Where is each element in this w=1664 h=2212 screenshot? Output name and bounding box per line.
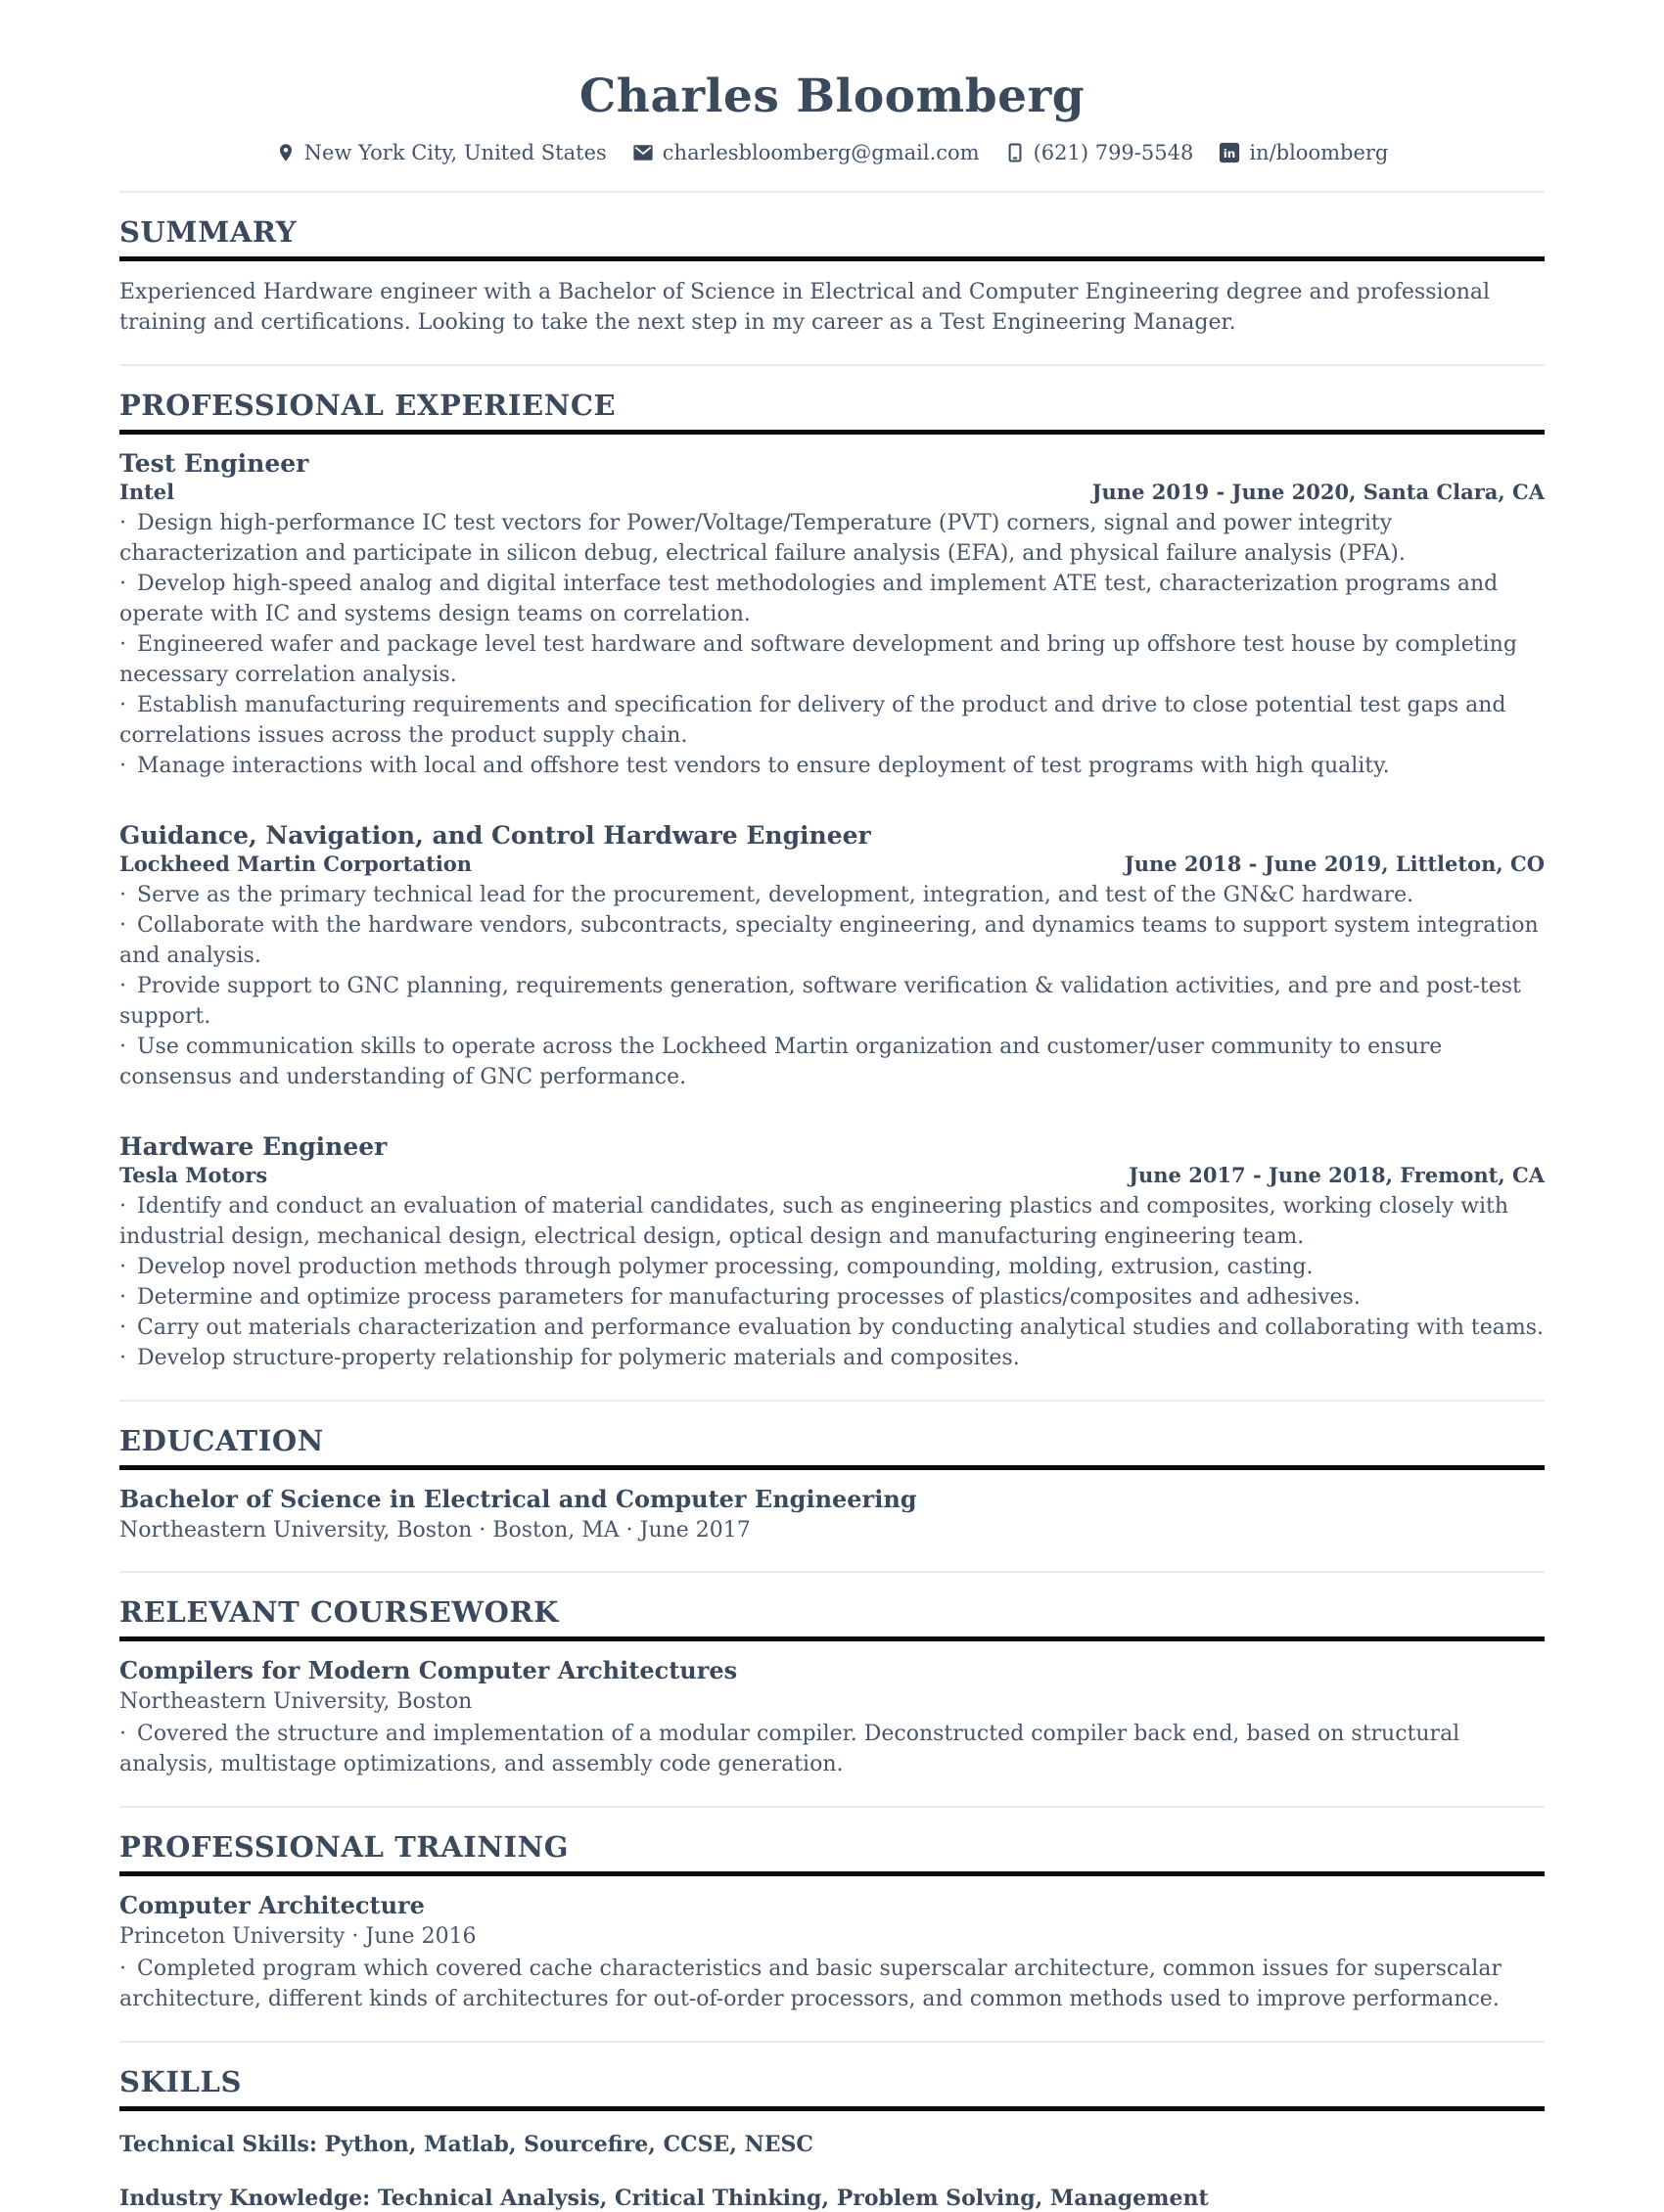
linkedin-icon xyxy=(1219,142,1240,163)
job-bullet: · Establish manufacturing requirements and specification for delivery of the product and drive to close potential test gaps and correlations issues across the product supply chain. xyxy=(119,690,1545,751)
skills-title: SKILLS xyxy=(119,2065,243,2098)
section-summary xyxy=(119,214,1545,338)
job-dates-location: June 2018 - June 2019, Littleton, CO xyxy=(1124,852,1545,876)
section-rule xyxy=(119,1636,1545,1641)
section-rule xyxy=(119,1465,1545,1470)
job-bullet: · Identify and conduct an evaluation of material candidates, such as engineering plastics and composites, working closely with industrial design, mechanical design, electrical design, optical design and manufacturing engineering team. xyxy=(119,1191,1545,1252)
map-pin-icon xyxy=(276,141,296,164)
training-bullets xyxy=(119,1954,1545,2014)
section-experience xyxy=(119,388,1545,1373)
job-bullet: · Determine and optimize process parameters for manufacturing processes of plastics/composites and adhesives. xyxy=(119,1282,1545,1313)
section-divider xyxy=(119,1571,1545,1573)
contact-linkedin-text: in/bloomberg xyxy=(1249,141,1389,164)
contact-location xyxy=(276,141,607,164)
job-dates-location: June 2019 - June 2020, Santa Clara, CA xyxy=(1091,480,1545,504)
coursework-course: Compilers for Modern Computer Architectures xyxy=(119,1656,738,1684)
section-education xyxy=(119,1423,1545,1544)
job-company: Intel xyxy=(119,480,175,504)
contact-location-text: New York City, United States xyxy=(303,141,607,164)
mobile-phone-icon xyxy=(1005,141,1025,164)
job-meta-row xyxy=(119,1162,1545,1188)
contact-phone-text: (621) 799-5548 xyxy=(1033,141,1194,164)
envelope-icon xyxy=(632,142,654,163)
education-title: EDUCATION xyxy=(119,1424,324,1457)
section-rule xyxy=(119,256,1545,261)
job-entry xyxy=(119,820,1545,1092)
job-meta-row xyxy=(119,851,1545,877)
summary-text: Experienced Hardware engineer with a Bachelor of Science in Electrical and Computer Engineering degree and professional training and certifications. Looking to take the next step in my career as a Test Engineering Manager. xyxy=(119,280,1491,335)
contact-row xyxy=(119,141,1545,164)
skills-technical: Technical Skills: Python, Matlab, Sourcefire, CCSE, NESC xyxy=(119,2132,813,2157)
section-training xyxy=(119,1829,1545,2014)
job-dates-location: June 2017 - June 2018, Fremont, CA xyxy=(1129,1163,1545,1187)
job-bullets xyxy=(119,508,1545,781)
job-role: Test Engineer xyxy=(119,449,309,478)
job-bullet: · Manage interactions with local and offshore test vendors to ensure deployment of test programs with high quality. xyxy=(119,751,1545,781)
job-bullet: · Develop novel production methods through polymer processing, compounding, molding, extrusion, casting. xyxy=(119,1252,1545,1282)
coursework-bullets xyxy=(119,1719,1545,1779)
contact-linkedin xyxy=(1219,141,1388,164)
training-school-line: Princeton University · June 2016 xyxy=(119,1924,477,1949)
coursework-title: RELEVANT COURSEWORK xyxy=(119,1595,559,1629)
section-divider xyxy=(119,2041,1545,2043)
job-bullet: · Provide support to GNC planning, requirements generation, software verification & validation activities, and pre and post-test support. xyxy=(119,971,1545,1032)
section-coursework xyxy=(119,1594,1545,1779)
section-rule xyxy=(119,2106,1545,2111)
job-bullets xyxy=(119,880,1545,1092)
bullet-item: · Covered the structure and implementation of a modular compiler. Deconstructed compiler back end, based on structural analysis, multistage optimizations, and assembly code generation. xyxy=(119,1719,1545,1779)
jobs-list xyxy=(119,448,1545,1373)
training-program: Computer Architecture xyxy=(119,1891,425,1919)
coursework-school-line: Northeastern University, Boston xyxy=(119,1689,473,1714)
resume-page xyxy=(119,0,1545,2212)
job-meta-row xyxy=(119,479,1545,505)
job-bullet: · Serve as the primary technical lead for the procurement, development, integration, and test of the GN&C hardware. xyxy=(119,880,1545,910)
job-bullet: · Develop structure-property relationship for polymeric materials and composites. xyxy=(119,1343,1545,1373)
experience-title: PROFESSIONAL EXPERIENCE xyxy=(119,389,617,422)
job-bullets xyxy=(119,1191,1545,1373)
education-school-line: Northeastern University, Boston · Boston, MA · June 2017 xyxy=(119,1518,751,1543)
job-entry xyxy=(119,1131,1545,1373)
job-bullet: · Design high-performance IC test vectors for Power/Voltage/Temperature (PVT) corners, signal and power integrity characterization and participate in silicon debug, electrical failure analysis (EFA), and physical failure analysis (PFA). xyxy=(119,508,1545,569)
person-name: Charles Bloomberg xyxy=(578,69,1086,123)
job-bullet: · Collaborate with the hardware vendors, subcontracts, specialty engineering, and dynamics teams to support system integration and analysis. xyxy=(119,910,1545,971)
job-bullet: · Develop high-speed analog and digital interface test methodologies and implement ATE test, characterization programs and operate with IC and systems design teams on correlation. xyxy=(119,569,1545,629)
job-role: Hardware Engineer xyxy=(119,1132,388,1161)
summary-title: SUMMARY xyxy=(119,215,298,249)
job-entry xyxy=(119,448,1545,781)
section-divider xyxy=(119,1806,1545,1808)
job-bullet: · Engineered wafer and package level test hardware and software development and bring up offshore test house by completing necessary correlation analysis. xyxy=(119,629,1545,690)
contact-email-text: charlesbloomberg@gmail.com xyxy=(662,141,980,164)
contact-email xyxy=(632,141,980,164)
bullet-item: · Completed program which covered cache characteristics and basic superscalar architecture, common issues for superscalar architecture, different kinds of architectures for out-of-order processors, and common methods used to improve performance. xyxy=(119,1954,1545,2014)
svg-text:in: in xyxy=(1224,147,1236,161)
job-role: Guidance, Navigation, and Control Hardware Engineer xyxy=(119,821,871,850)
section-divider xyxy=(119,191,1545,193)
job-company: Lockheed Martin Corportation xyxy=(119,852,473,876)
skills-industry: Industry Knowledge: Technical Analysis, Critical Thinking, Problem Solving, Management xyxy=(119,2186,1209,2211)
section-skills xyxy=(119,2064,1545,2212)
section-rule xyxy=(119,1871,1545,1876)
section-divider xyxy=(119,1400,1545,1402)
job-company: Tesla Motors xyxy=(119,1163,268,1187)
training-title: PROFESSIONAL TRAINING xyxy=(119,1830,570,1864)
resume-header xyxy=(119,69,1545,164)
skills-body xyxy=(119,2131,1545,2212)
section-divider xyxy=(119,364,1545,366)
section-rule xyxy=(119,430,1545,435)
job-bullet: · Carry out materials characterization and performance evaluation by conducting analytical studies and collaborating with teams. xyxy=(119,1313,1545,1343)
contact-phone xyxy=(1005,141,1194,164)
education-degree: Bachelor of Science in Electrical and Computer Engineering xyxy=(119,1485,917,1513)
job-bullet: · Use communication skills to operate across the Lockheed Martin organization and customer/user community to ensure consensus and understanding of GNC performance. xyxy=(119,1032,1545,1092)
